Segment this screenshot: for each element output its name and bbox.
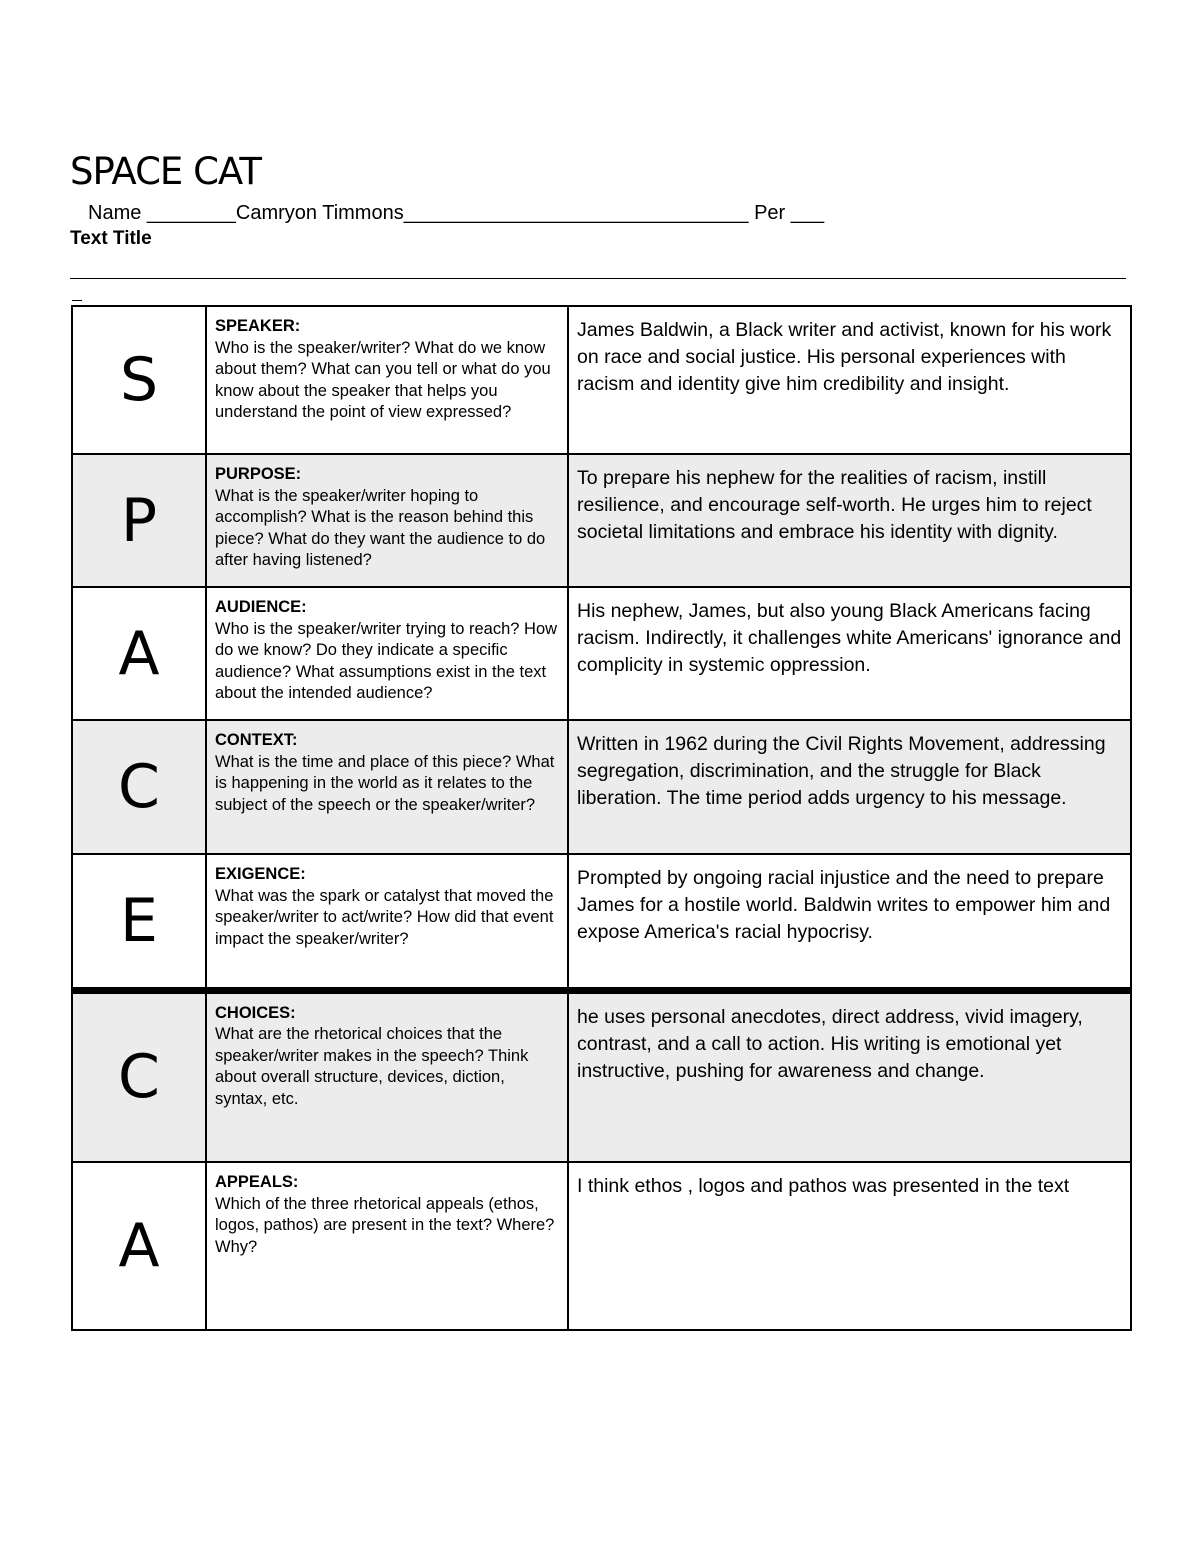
row-letter: S (72, 306, 206, 454)
row-answer[interactable]: he uses personal anecdotes, direct address, vivid imagery, contrast, and a call to action. His writing is emotional yet instructive, pushing for awareness and change. (568, 990, 1131, 1162)
row-heading: AUDIENCE: (215, 598, 307, 616)
name-line: Name ________Camryon Timmons_______________________________ Per ___ (88, 202, 825, 224)
row-answer[interactable]: James Baldwin, a Black writer and activist, known for his work on race and social justice. His personal experiences with racism and identity give him credibility and insight. (568, 306, 1131, 454)
row-answer[interactable]: Written in 1962 during the Civil Rights Movement, addressing segregation, discrimination, and the struggle for Black liberation. The time period adds urgency to his message. (568, 720, 1131, 854)
row-letter: C (72, 990, 206, 1162)
row-heading: APPEALS: (215, 1173, 299, 1191)
row-speaker (72, 306, 1131, 454)
row-prompt: What was the spark or catalyst that moved the speaker/writer to act/write? How did that event impact the speaker/writer? (215, 886, 554, 948)
row-heading: CONTEXT: (215, 731, 298, 749)
row-answer[interactable]: Prompted by ongoing racial injustice and the need to prepare James for a hostile world. Baldwin writes to empower him and expose America's racial hypocrisy. (568, 854, 1131, 990)
row-heading: PURPOSE: (215, 465, 302, 483)
row-prompt: Who is the speaker/writer? What do we know about them? What can you tell or what do you know about the speaker that helps you understand the point of view expressed? (215, 338, 551, 422)
row-prompt-cell (206, 306, 568, 454)
row-exigence (72, 854, 1131, 990)
row-letter: E (72, 854, 206, 990)
row-context (72, 720, 1131, 854)
row-answer[interactable]: To prepare his nephew for the realities of racism, instill resilience, and encourage self-worth. He urges him to reject societal limitations and embrace his identity with dignity. (568, 454, 1131, 587)
text-title-rule-end (72, 300, 82, 301)
page-title: SPACE CAT (70, 150, 261, 193)
row-prompt-cell (206, 1162, 568, 1330)
row-letter: A (72, 587, 206, 720)
text-title-label: Text Title (70, 228, 152, 249)
row-prompt-cell (206, 854, 568, 990)
row-letter: C (72, 720, 206, 854)
row-answer[interactable]: His nephew, James, but also young Black Americans facing racism. Indirectly, it challenges white Americans' ignorance and complicity in systemic oppression. (568, 587, 1131, 720)
row-appeals (72, 1162, 1131, 1330)
row-purpose (72, 454, 1131, 587)
row-prompt-cell (206, 587, 568, 720)
row-letter: P (72, 454, 206, 587)
space-cat-table (71, 305, 1132, 1331)
row-prompt: What are the rhetorical choices that the speaker/writer makes in the speech? Think about overall structure, devices, diction, syntax, etc. (215, 1025, 529, 1108)
row-letter: A (72, 1162, 206, 1330)
text-title-rule (70, 278, 1126, 279)
row-heading: EXIGENCE: (215, 865, 306, 883)
row-answer[interactable]: I think ethos , logos and pathos was presented in the text (568, 1162, 1131, 1330)
row-prompt-cell (206, 990, 568, 1162)
row-prompt: Which of the three rhetorical appeals (ethos, logos, pathos) are present in the text? Where? Why? (215, 1194, 555, 1256)
row-heading: CHOICES: (215, 1003, 296, 1022)
row-choices (72, 990, 1131, 1162)
row-prompt-cell (206, 454, 568, 587)
row-heading: SPEAKER: (215, 317, 301, 335)
row-prompt-cell (206, 720, 568, 854)
row-audience (72, 587, 1131, 720)
row-prompt: What is the speaker/writer hoping to accomplish? What is the reason behind this piece? What do they want the audience to do after having listened? (215, 486, 546, 570)
row-prompt: Who is the speaker/writer trying to reach? How do we know? Do they indicate a specific audience? What assumptions exist in the text about the intended audience? (215, 619, 558, 703)
row-prompt: What is the time and place of this piece? What is happening in the world as it relates to the subject of the speech or the speaker/writer? (215, 752, 555, 814)
